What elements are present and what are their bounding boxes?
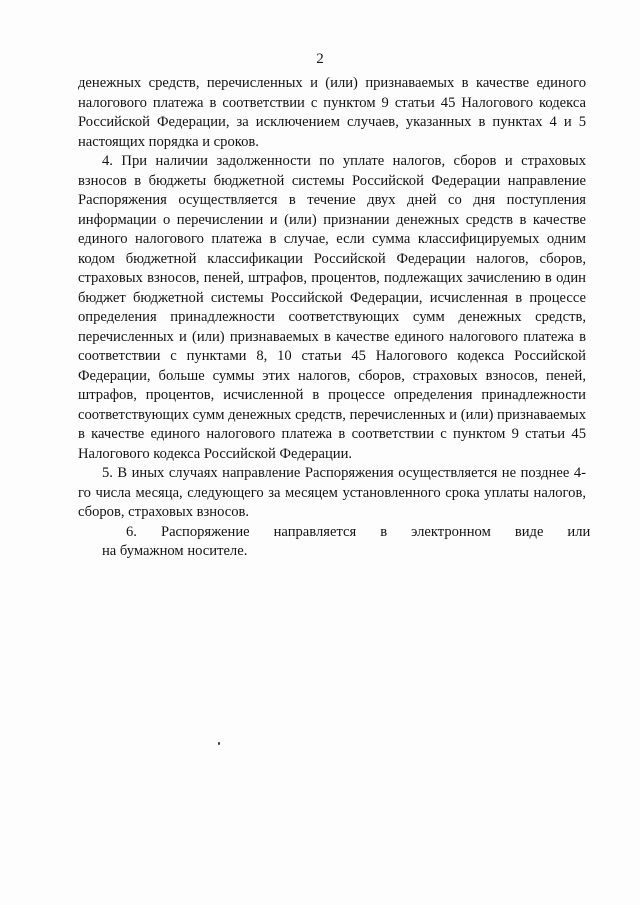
paragraph-6-word: 6. bbox=[126, 523, 137, 540]
paragraph-4: 4. При наличии задолженности по уплате налогов, сборов и страховых взносов в бюджеты бюджетной системы Российской Федерации направление Распоряжения осуществляется в течение двух дней со дня поступления информации о перечислении и (или) признании денежных средств в качестве единого налогового платежа в случае, если сумма классифицируемых одним кодом бюджетной классификации Российской Федерации налогов, сборов, страховых взносов, пеней, штрафов, процентов, подлежащих зачислению в один бюджет бюджетной системы Российской Федерации, исчисленная в процессе определения принадлежности соответствующих сумм денежных средств, перечисленных и (или) признаваемых в качестве единого налогового платежа в соответствии с пунктами 8, 10 статьи 45 Налогового кодекса Российской Федерации, больше суммы этих налогов, сборов, страховых взносов, пеней, штрафов, процентов, исчисленной в процессе определения принадлежности соответствующих сумм денежных средств, перечисленных и (или) признаваемых в качестве единого налогового платежа в соответствии с пунктом 9 статьи 45 Налогового кодекса Российской Федерации. bbox=[78, 153, 586, 462]
paragraph-6-word: в bbox=[380, 523, 388, 540]
scan-speck bbox=[218, 742, 220, 745]
paragraph-6-second-line: на бумажном носителе. bbox=[102, 543, 248, 559]
paragraph-6-word: направляется bbox=[273, 523, 357, 540]
paragraph-6-word: Распоряжение bbox=[160, 523, 250, 540]
paragraph-6-word: или bbox=[567, 523, 591, 540]
paragraph-6 bbox=[78, 523, 591, 562]
paragraph-6-word: электронном bbox=[411, 523, 491, 540]
paragraph-6-first-line bbox=[102, 523, 591, 543]
paragraph-6-word: виде bbox=[514, 523, 544, 540]
document-body bbox=[78, 74, 591, 562]
paragraph-5: 5. В иных случаях направление Распоряжения осуществляется не позднее 4-го числа месяца, следующего за месяцем установленного срока уплаты налогов, сборов, страховых взносов. bbox=[78, 465, 586, 520]
paragraph-continuation: денежных средств, перечисленных и (или) признаваемых в качестве единого налогового платежа в соответствии с пунктом 9 статьи 45 Налогового кодекса Российской Федерации, за исключением случаев, указанных в пунктах 4 и 5 настоящих порядка и сроков. bbox=[78, 75, 586, 150]
page-number: 2 bbox=[316, 51, 324, 67]
